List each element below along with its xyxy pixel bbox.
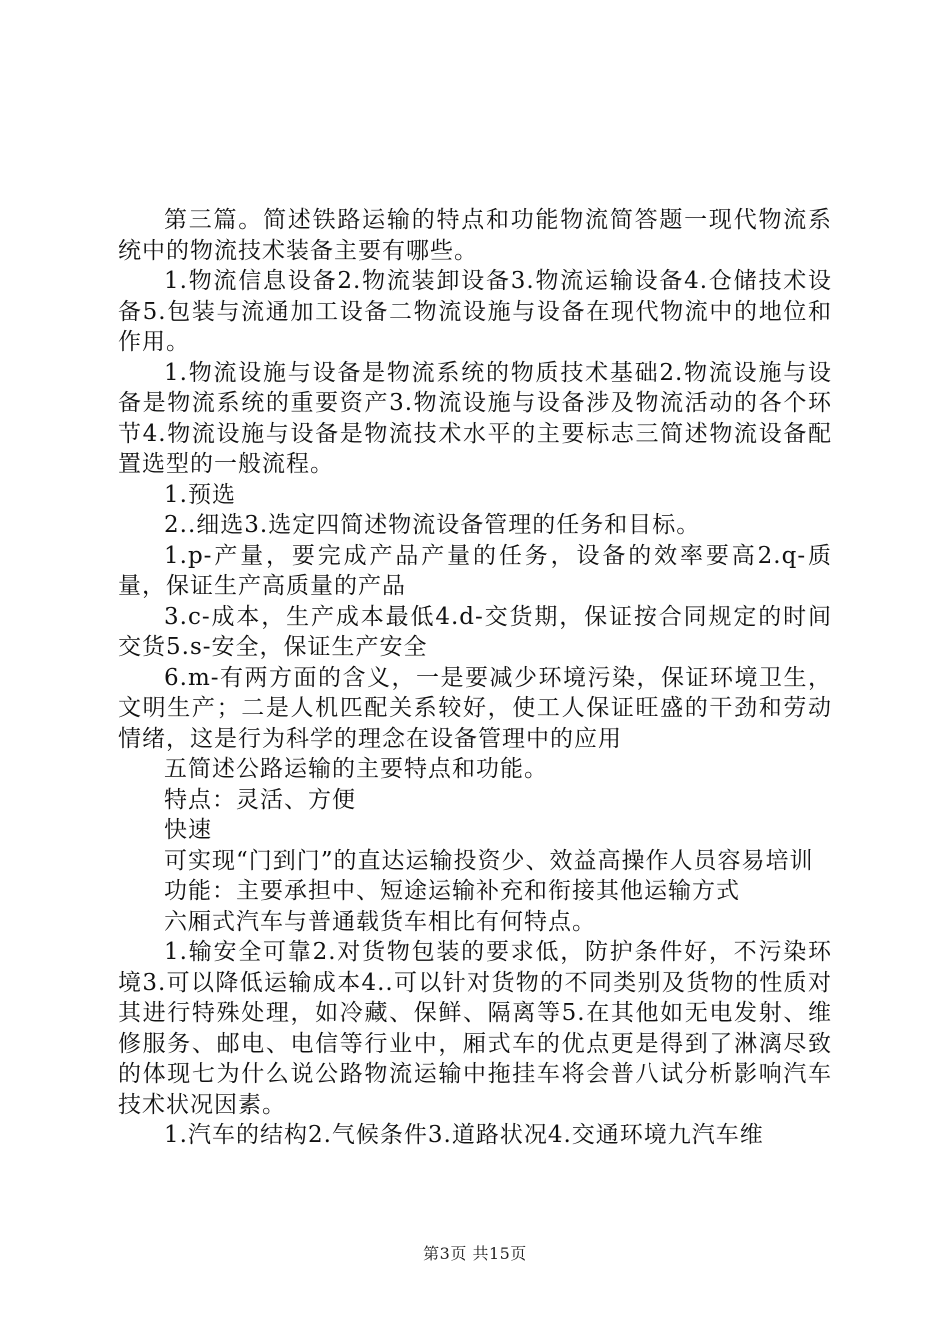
page-number-label: 第3页 共15页 bbox=[423, 1244, 527, 1263]
paragraph: 2..细选3.选定四简述物流设备管理的任务和目标。 bbox=[164, 512, 701, 538]
paragraph: 功能：主要承担中、短途运输补充和衔接其他运输方式 bbox=[164, 878, 740, 904]
paragraph: 1.p-产量，要完成产品产量的任务，设备的效率要高2.q-质量，保证生产高质量的产品 bbox=[118, 542, 832, 599]
paragraph: 特点：灵活、方便 bbox=[164, 786, 356, 813]
paragraph: 六厢式汽车与普通载货车相比有何特点。 bbox=[164, 908, 596, 935]
paragraph: 可实现“门到门”的直达运输投资少、效益高操作人员容易培训 bbox=[164, 847, 814, 874]
paragraph: 1.物流信息设备2.物流装卸设备3.物流运输设备4.仓储技术设备5.包装与流通加工设备二物流设施与设备在现代物流中的地位和作用。 bbox=[118, 268, 832, 355]
paragraph: 快速 bbox=[164, 817, 212, 843]
document-body bbox=[118, 205, 832, 1151]
paragraph: 6.m-有两方面的含义，一是要减少环境污染，保证环境卫生，文明生产；二是人机匹配关系较好，使工人保证旺盛的干劲和劳动情绪，这是行为科学的理念在设备管理中的应用 bbox=[118, 664, 832, 752]
page-footer bbox=[0, 1241, 950, 1264]
paragraph: 五简述公路运输的主要特点和功能。 bbox=[164, 756, 548, 782]
paragraph: 3.c-成本，生产成本最低4.d-交货期，保证按合同规定的时间交货5.s-安全，保证生产安全 bbox=[118, 603, 832, 660]
paragraph: 第三篇。简述铁路运输的特点和功能物流简答题一现代物流系统中的物流技术装备主要有哪些。 bbox=[118, 207, 832, 264]
paragraph: 1.汽车的结构2.气候条件3.道路状况4.交通环境九汽车维 bbox=[164, 1122, 764, 1148]
paragraph: 1.输安全可靠2.对货物包装的要求低，防护条件好，不污染环境3.可以降低运输成本4..可以针对货物的不同类别及货物的性质对其进行特殊处理，如冷藏、保鲜、隔离等5.在其他如无电发射、维修服务、邮电、电信等行业中，厢式车的优点更是得到了淋漓尽致的体现七为什么说公路物流运输中拖挂车将会普八试分析影响汽车技术状况因素。 bbox=[118, 939, 832, 1118]
paragraph: 1.物流设施与设备是物流系统的物质技术基础2.物流设施与设备是物流系统的重要资产3.物流设施与设备涉及物流活动的各个环节4.物流设施与设备是物流技术水平的主要标志三简述物流设备配置选型的一般流程。 bbox=[118, 359, 832, 477]
paragraph: 1.预选 bbox=[164, 481, 236, 508]
